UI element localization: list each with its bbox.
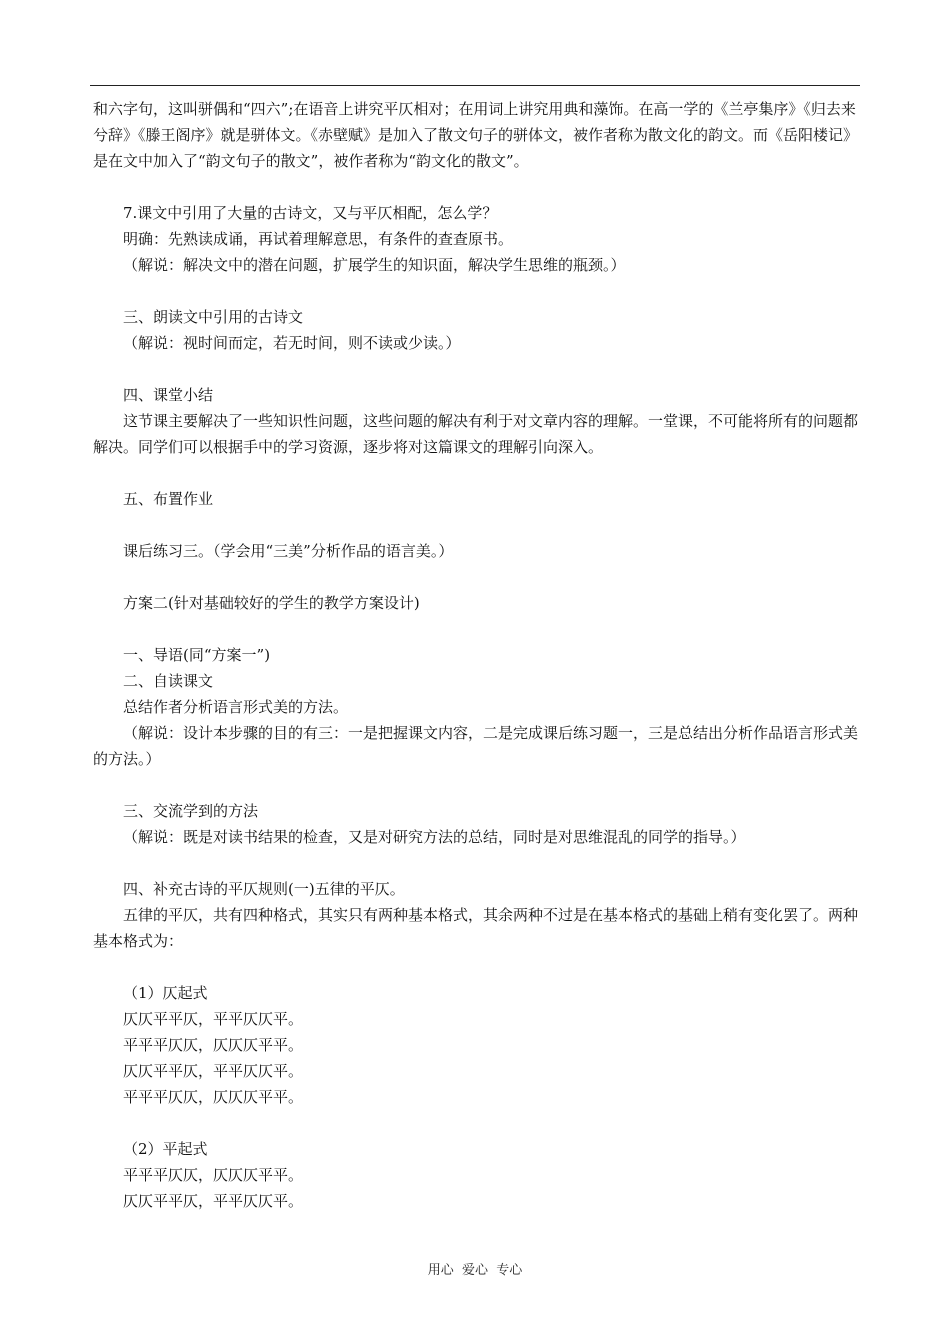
plan-2-step-2: 二、自读课文 [123,672,214,690]
pattern-line: 仄仄平平仄，平平仄仄平。 [123,1010,304,1028]
header-rule [90,85,860,86]
plan-2-step-4-body: 五律的平仄，共有四种格式，其实只有两种基本格式，其余两种不过是在基本格式的基础上稍有变化罢了。两种基本格式为： [93,906,859,950]
section-5-body: 课后练习三。（学会用“三美”分析作品的语言美。） [123,542,454,560]
pattern-1-label: （1）仄起式 [123,984,208,1002]
question-7-answer: 明确：先熟读成诵，再试着理解意思，有条件的查查原书。 [123,230,514,248]
page-footer: 用心 爱心 专心 [427,1263,523,1278]
section-5-heading: 五、布置作业 [123,490,214,508]
pattern-line: 仄仄平平仄，平平仄仄平。 [123,1062,304,1080]
question-7: 7.课文中引用了大量的古诗文，又与平仄相配，怎么学？ [123,204,498,222]
plan-2-step-2-note: （解说：设计本步骤的目的有三：一是把握课文内容，二是完成课后练习题一，三是总结出分析作品语言形式美的方法。） [93,724,859,768]
section-3-note: （解说：视时间而定，若无时间，则不读或少读。） [123,334,461,352]
pattern-2-label: （2）平起式 [123,1140,208,1158]
section-4-heading: 四、课堂小结 [123,386,214,404]
pattern-line: 平平平仄仄，仄仄仄平平。 [123,1166,304,1184]
plan-2-step-1: 一、导语(同“方案一”) [123,646,271,664]
section-3-heading: 三、朗读文中引用的古诗文 [123,308,304,326]
continuation-paragraph: 和六字句，这叫骈偶和“四六”;在语音上讲究平仄相对；在用词上讲究用典和藻饰。在高一学的《兰亭集序》《归去来兮辞》《滕王阁序》就是骈体文。《赤壁赋》是加入了散文句子的骈体文，被作者称为散文化的韵文。而《岳阳楼记》是在文中加入了“韵文句子的散文”，被作者称为“韵文化的散文”。 [93,100,859,170]
plan-2-title: 方案二(针对基础较好的学生的教学方案设计) [123,594,420,612]
plan-2-step-2-body: 总结作者分析语言形式美的方法。 [123,698,349,716]
pattern-line: 仄仄平平仄，平平仄仄平。 [123,1192,304,1210]
plan-2-step-3: 三、交流学到的方法 [123,802,259,820]
plan-2-step-4: 四、补充古诗的平仄规则(一)五律的平仄。 [123,880,405,898]
section-4-body: 这节课主要解决了一些知识性问题，这些问题的解决有利于对文章内容的理解。一堂课，不可能将所有的问题都解决。同学们可以根据手中的学习资源，逐步将对这篇课文的理解引向深入。 [93,412,859,456]
pattern-line: 平平平仄仄，仄仄仄平平。 [123,1036,304,1054]
question-7-note: （解说：解决文中的潜在问题，扩展学生的知识面，解决学生思维的瓶颈。） [123,256,626,274]
plan-2-step-3-note: （解说：既是对读书结果的检查，又是对研究方法的总结，同时是对思维混乱的同学的指导。） [123,828,746,846]
page-body [93,96,860,1214]
pattern-line: 平平平仄仄，仄仄仄平平。 [123,1088,304,1106]
